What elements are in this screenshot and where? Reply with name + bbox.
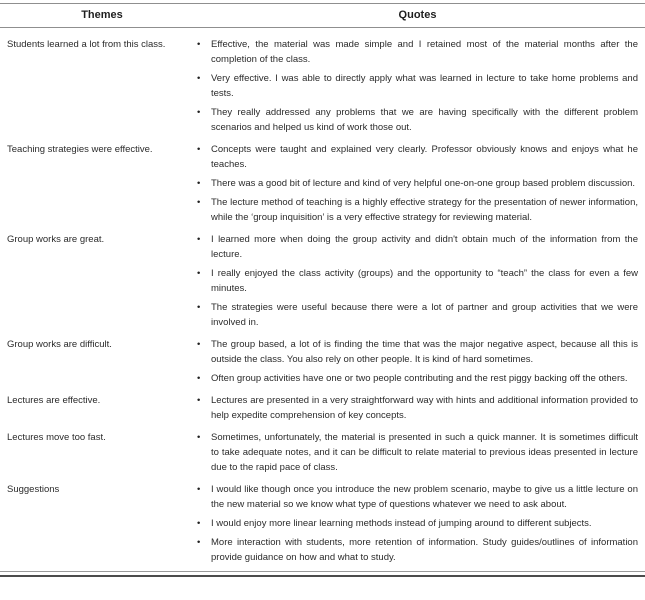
bullet-icon: • [197, 73, 201, 84]
bullet-icon: • [197, 339, 201, 350]
bullet-icon: • [197, 518, 201, 529]
quote-text: They really addressed any problems that we are having specifically with the different problem scenarios and helped us kind of work those out. [211, 107, 638, 133]
bullet-icon: • [197, 537, 201, 548]
quote-text: Effective, the material was made simple and I retained most of the material months after the completion of the class. [211, 39, 638, 65]
table-row [7, 430, 638, 475]
quote-item [197, 142, 638, 172]
table-row [7, 37, 638, 135]
bullet-icon: • [197, 395, 201, 406]
quote-text: I would enjoy more linear learning methods instead of jumping around to different subjects. [211, 518, 592, 529]
quote-text: Often group activities have one or two people contributing and the rest piggy backing off the others. [211, 373, 628, 384]
theme-cell: Students learned a lot from this class. [7, 39, 166, 50]
quote-item [197, 516, 638, 531]
quote-text: I really enjoyed the class activity (groups) and the opportunity to “teach” the class for even a few minutes. [211, 268, 638, 294]
quote-item [197, 266, 638, 296]
quote-text: I learned more when doing the group activity and didn't obtain much of the information from the lecture. [211, 234, 638, 260]
table-body [0, 28, 645, 571]
column-header-quotes: Quotes [398, 9, 437, 21]
quote-item [197, 232, 638, 262]
theme-cell: Teaching strategies were effective. [7, 144, 153, 155]
quotes-cell [197, 430, 638, 475]
column-header-themes: Themes [81, 9, 123, 21]
table-row [7, 393, 638, 423]
quote-item [197, 337, 638, 367]
quote-item [197, 195, 638, 225]
table-row [7, 482, 638, 565]
bullet-icon: • [197, 144, 201, 155]
quote-item [197, 535, 638, 565]
quote-text: Lectures are presented in a very straightforward way with hints and additional information provided to help expedite comprehension of key concepts. [211, 395, 638, 421]
quote-item [197, 71, 638, 101]
quote-text: Very effective. I was able to directly apply what was learned in lecture to take home problems and tests. [211, 73, 638, 99]
quotes-cell [197, 37, 638, 135]
bullet-icon: • [197, 432, 201, 443]
bullet-icon: • [197, 302, 201, 313]
quote-item [197, 300, 638, 330]
quote-text: The group based, a lot of is finding the time that was the major negative aspect, because all this is outside the class. You also rely on other people. It is kind of hard sometimes. [211, 339, 638, 365]
table-row [7, 232, 638, 330]
quotes-cell [197, 393, 638, 423]
quote-text: The lecture method of teaching is a highly effective strategy for the presentation of newer information, while the ‘group inquisition’ is a very effective strategy for reviewing material. [211, 197, 638, 223]
bullet-icon: • [197, 107, 201, 118]
quote-item [197, 105, 638, 135]
quote-item [197, 393, 638, 423]
bullet-icon: • [197, 197, 201, 208]
bullet-icon: • [197, 178, 201, 189]
quote-item [197, 430, 638, 475]
quotes-cell [197, 142, 638, 225]
theme-cell: Group works are difficult. [7, 339, 112, 350]
quote-text: More interaction with students, more retention of information. Study guides/outlines of information provide guidance on how and what to study. [211, 537, 638, 563]
quotes-cell [197, 232, 638, 330]
table-row [7, 142, 638, 225]
theme-cell: Suggestions [7, 484, 60, 495]
quote-item [197, 176, 638, 191]
theme-cell: Lectures move too fast. [7, 432, 106, 443]
theme-cell: Lectures are effective. [7, 395, 101, 406]
quote-item [197, 37, 638, 67]
bullet-icon: • [197, 484, 201, 495]
table-header-row [0, 4, 645, 27]
quote-text: Sometimes, unfortunately, the material is presented in such a quick manner. It is sometimes difficult to take adequate notes, and it can be difficult to relate material to previous ideas presented in lecture due to the rapid pace of class. [211, 432, 638, 473]
bullet-icon: • [197, 39, 201, 50]
bullet-icon: • [197, 234, 201, 245]
quote-text: Concepts were taught and explained very clearly. Professor obviously knows and enjoys what he teaches. [211, 144, 638, 170]
quote-text: The strategies were useful because there were a lot of partner and group activities that we were involved in. [211, 302, 638, 328]
theme-cell: Group works are great. [7, 234, 105, 245]
quotes-cell [197, 337, 638, 386]
table-bottom-rule [0, 571, 645, 577]
quote-text: There was a good bit of lecture and kind of very helpful one-on-one group based problem discussion. [211, 178, 636, 189]
bullet-icon: • [197, 268, 201, 279]
bullet-icon: • [197, 373, 201, 384]
quote-item [197, 371, 638, 386]
quotes-cell [197, 482, 638, 565]
quote-text: I would like though once you introduce the new problem scenario, maybe to give us a little lecture on the new material so we know what type of questions whatever we need to ask about. [211, 484, 638, 510]
table-row [7, 337, 638, 386]
quote-item [197, 482, 638, 512]
